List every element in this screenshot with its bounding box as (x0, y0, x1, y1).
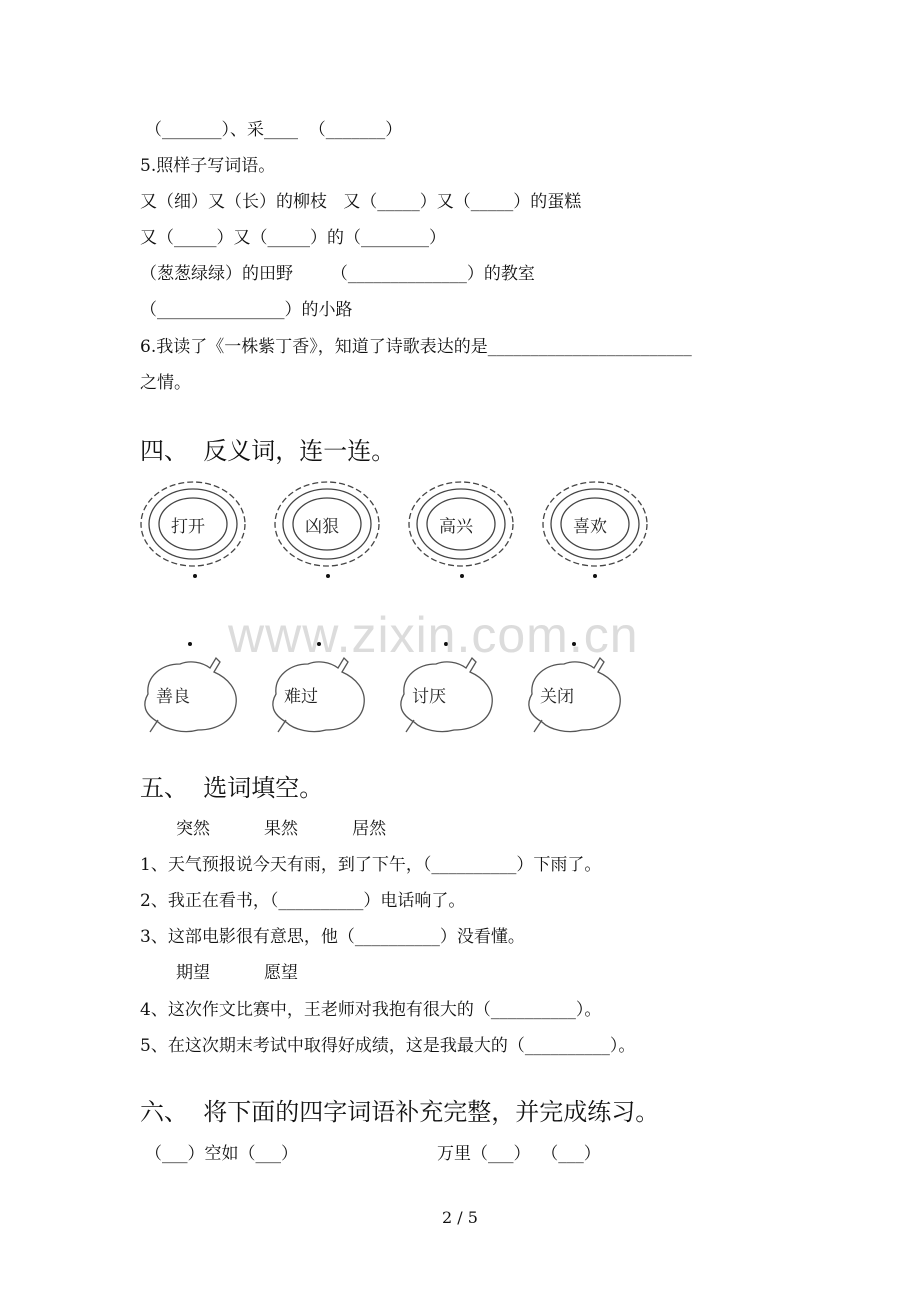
leaf-dot-1[interactable] (188, 642, 192, 646)
page-number: 2 / 5 (442, 1208, 478, 1227)
flower-4 (539, 478, 651, 570)
leaf-3 (396, 650, 496, 736)
flower-label: 喜欢 (573, 517, 607, 537)
section-5-heading: 五、 选词填空。 (140, 774, 324, 802)
leaf-1 (140, 650, 240, 736)
flower-dot-2[interactable] (326, 574, 330, 578)
flower-label: 凶狠 (305, 517, 339, 537)
q5-line-3: （葱葱绿绿）的田野 （______________）的教室 (140, 264, 535, 284)
flower-dot-4[interactable] (593, 574, 597, 578)
s5-q4: 4、这次作文比赛中，王老师对我抱有很大的（__________）。 (140, 1000, 602, 1020)
flower-2 (271, 478, 383, 570)
leaf-label: 善良 (156, 687, 190, 707)
idiom-item-1: （___）空如（___） (145, 1144, 298, 1164)
leaf-label: 难过 (284, 687, 318, 707)
q5-line-2: 又（_____）又（_____）的（________） (140, 228, 446, 248)
flower-dot-1[interactable] (193, 574, 197, 578)
leaf-icon (140, 650, 240, 736)
s5-q3: 3、这部电影很有意思，他（__________）没看懂。 (140, 927, 525, 947)
q5-line-4: （_______________）的小路 (140, 300, 353, 320)
leaf-icon (268, 650, 368, 736)
watermark: www.zixin.com.cn (228, 607, 639, 663)
word-choices-1: 突然 果然 居然 (176, 819, 387, 839)
section-6-heading: 六、 将下面的四字词语补充完整，并完成练习。 (140, 1098, 660, 1126)
q6-line-end: 之情。 (140, 373, 191, 393)
leaf-4 (524, 650, 624, 736)
leaf-icon (396, 650, 496, 736)
q4-continuation: （_______）、采____ （_______） (145, 120, 403, 140)
leaf-label: 关闭 (540, 687, 574, 707)
s5-q2: 2、我正在看书，（__________）电话响了。 (140, 891, 466, 911)
q5-title: 5.照样子写词语。 (140, 156, 276, 176)
flower-1 (137, 478, 249, 570)
q6-line: 6.我读了《一株紫丁香》，知道了诗歌表达的是________________________ (140, 337, 692, 357)
flower-label: 打开 (171, 517, 205, 537)
flower-label: 高兴 (439, 517, 473, 537)
q5-line-1: 又（细）又（长）的柳枝 又（_____）又（_____）的蛋糕 (140, 192, 582, 212)
leaf-icon (524, 650, 624, 736)
s5-q1: 1、天气预报说今天有雨，到了下午，（__________）下雨了。 (140, 855, 602, 875)
idiom-item-2: 万里（___） （___） (437, 1144, 601, 1164)
leaf-label: 讨厌 (412, 687, 446, 707)
flower-dot-3[interactable] (460, 574, 464, 578)
flower-3 (405, 478, 517, 570)
section-4-heading: 四、 反义词，连一连。 (140, 437, 396, 465)
leaf-2 (268, 650, 368, 736)
word-choices-2: 期望 愿望 (176, 963, 299, 983)
s5-q5: 5、在这次期末考试中取得好成绩，这是我最大的（__________）。 (140, 1036, 636, 1056)
